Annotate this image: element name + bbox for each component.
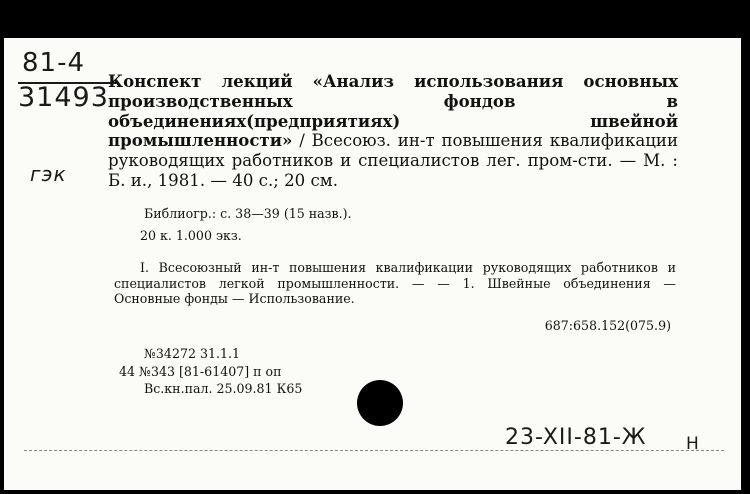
order-number-2: 44 №343 [81-61407] п оп [119,364,282,379]
catalog-card [4,38,741,490]
handwritten-corner-mark: Н [686,434,700,454]
bibliography-note: Библиогр.: с. 38—39 (15 назв.). [144,206,352,221]
record-description [108,72,678,191]
handwritten-date: 23-XII-81-Ж [505,425,647,450]
order-number-1: №34272 31.1.1 [144,346,241,361]
price-copies: 20 к. 1.000 экз. [140,228,242,243]
punch-hole [357,380,403,426]
handwritten-call-number: 81-4 [22,48,86,78]
record-responsibility: / Всесоюз. ин-т повышения квалификации руководящих работников и специалистов лег. пром-сти. — М. : Б. и., 1981. — 40 с.; 20 см. [108,131,679,190]
tracing-headings: I. Всесоюзный ин-т повышения квалификации руководящих работников и специалистов легкой промышленности. — — 1. Швейные объединения — Основные фонды — Использование. [114,260,676,306]
dotted-rule [24,450,724,451]
handwritten-inventory-number: 31493 [18,82,109,113]
handwritten-side-note: гэк [30,162,67,186]
udc-classification: 687:658.152(075.9) [544,318,671,333]
order-number-3: Вс.кн.пал. 25.09.81 К65 [144,381,303,396]
record-title: Конспект лекций «Анализ использования основных производственных фондов в объединениях(предприятиях) швейной промышленности» [108,71,678,151]
